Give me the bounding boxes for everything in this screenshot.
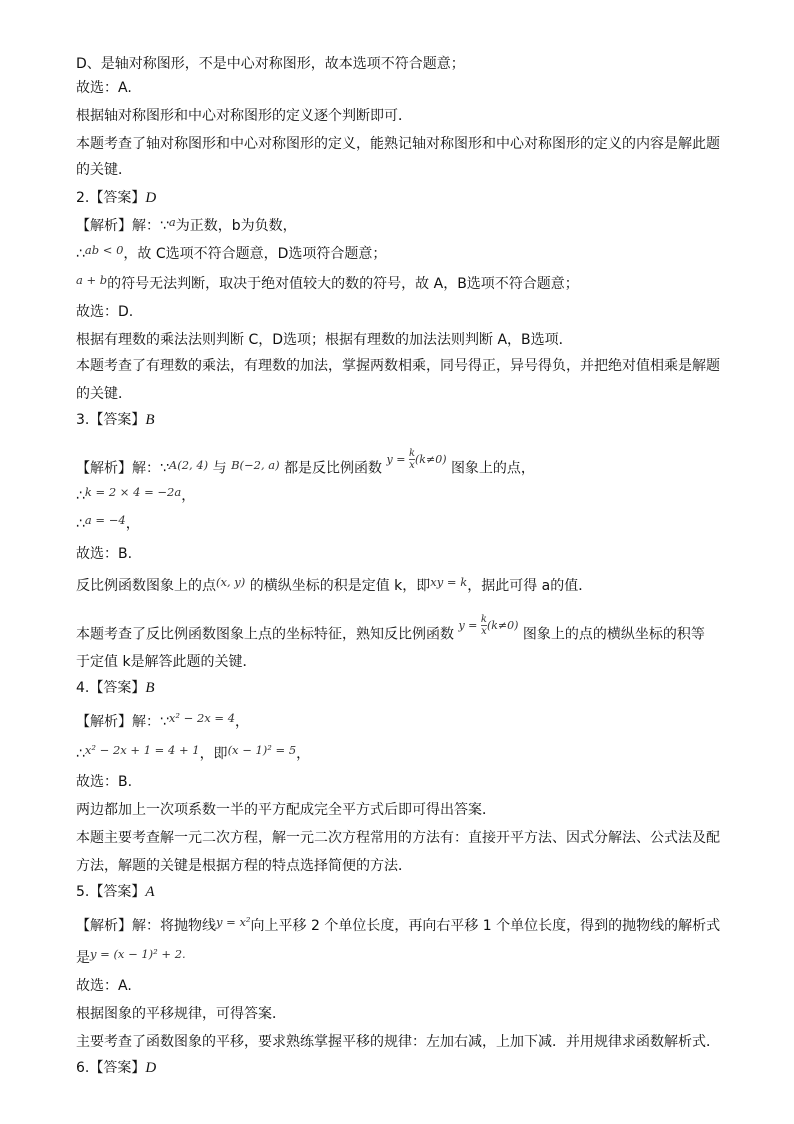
q4-summary-text-cont: 方法，解题的关键是根据方程的特点选择简便的方法． [76,858,412,874]
q3-summary-frac-numerator: k [480,614,487,625]
q4-explain-label: 【解析】 [76,714,132,730]
q5-answer-line [76,882,734,902]
q2-l1-pre: 解：∵ [132,218,169,234]
q3-summary-frac-denominator: x [481,626,487,637]
q3-l1-mid: 与 [212,460,227,477]
q4-method-text: 两边都加上一次项系数一半的平方配成完全平方式后即可得出答案． [76,802,496,818]
q5-explain-line-1 [76,916,734,936]
q2-explain-line-1 [76,216,734,236]
q5-explain-line-2 [76,948,734,968]
q4-l1-pre: 解：∵ [132,714,169,730]
q4-answer-num: 4. [76,680,90,696]
q3-answer-num: 3. [76,412,90,428]
q2-choice-text: 故选：D. [76,304,134,320]
q2-l3-math: a + b [76,273,108,287]
q4-l2-math: x² − 2x + 1 = 4 + 1 [84,743,200,757]
q3-point-a: A(2, 4) [168,457,209,472]
q2-summary-text: 本题考查了有理数的乘法，有理数的加法，掌握两数相乘，同号得正，异号得负，并把绝对值相乘是解题 [76,358,720,374]
q5-l1-pre: 解：将抛物线 [132,918,216,934]
q2-explain-label: 【解析】 [76,218,132,234]
q3-l1-mid2: 都是反比例函数 [284,460,383,477]
q5-answer-value: A [145,884,155,900]
q3-summary-formula [458,614,518,637]
q4-answer-line [76,678,734,698]
q3-answer-line [76,410,734,430]
q4-l1-post: ， [235,714,250,730]
q3-l3-math: a = −4 [84,513,126,527]
q3-l1-pre: 解：∵ [132,460,169,477]
q4-explain-line-2 [76,744,734,764]
q3-l3-pre: ∴ [76,516,85,532]
q4-answer-value: B [145,680,155,696]
q5-answer-label: 【答案】 [89,884,146,900]
q5-answer-num: 5. [76,884,90,900]
q3-l5-pre: 反比例函数图象上的点 [76,578,216,594]
q5-method-text: 根据图象的平移规律，可得答案． [76,1006,286,1022]
q3-frac-denominator: x [409,460,415,471]
q3-frac-numerator: k [408,448,416,459]
q2-explain-line-3 [76,274,734,294]
q3-answer-label: 【答案】 [89,412,146,428]
q3-point-b: B(−2, a) [231,457,280,472]
q2-summary-text-cont: 的关键． [76,386,132,402]
q4-l2-mid: ，即 [199,746,228,762]
q3-formula-cond: (k≠0) [415,452,447,466]
q2-l2-pre: ∴ [76,246,85,262]
q5-choice-text: 故选：A. [76,978,132,994]
q3-l2-math: k = 2 × 4 = −2a [84,485,182,499]
q2-l2-post: ，故 C选项不符合题意，D选项符合题意； [123,246,387,262]
q5-l2-math: y = (x − 1)² + 2. [90,947,186,961]
q2-method-text: 根据有理数的乘法法则判断 C，D选项；根据有理数的加法法则判断 A，B选项． [76,332,573,348]
q4-summary-text: 本题主要考查解一元二次方程，解一元二次方程常用的方法有：直接开平方法、因式分解法、公式法及配 [76,830,720,846]
q2-answer-num: 2. [76,190,90,206]
q1-option-d-text: D、是轴对称图形，不是中心对称图形，故本选项不符合题意； [76,56,465,72]
q3-l2-pre: ∴ [76,488,85,504]
q3-answer-value: B [145,412,155,428]
q2-answer-value: D [145,190,157,206]
q4-explain-line-1 [76,712,734,732]
q3-l2-post: ， [181,488,196,504]
q3-l6-post: 图象上的点的横纵坐标的积等 [522,626,705,643]
q2-l3-post: 的符号无法判断，取决于绝对值较大的数的符号，故 A，B选项不符合题意； [107,276,579,292]
q6-answer-value: D [145,1060,157,1076]
q3-function-formula [387,448,447,471]
q2-answer-label: 【答案】 [89,190,146,206]
q2-l1-math: a [168,215,176,229]
q5-explain-label: 【解析】 [76,918,132,934]
q4-answer-label: 【答案】 [89,680,146,696]
q3-summary-line [76,614,734,647]
q3-explain-line-2 [76,486,734,506]
q6-answer-line [76,1058,734,1078]
q1-summary-text: 本题考查了轴对称图形和中心对称图形的定义，能熟记轴对称图形和中心对称图形的定义的内容是解此题 [76,136,720,152]
q3-explain-line-3 [76,514,734,534]
q4-choice-text: 故选：B. [76,774,133,790]
q5-l1-math: y = x² [216,915,251,929]
q1-method-text: 根据轴对称图形和中心对称图形的定义逐个判断即可． [76,108,412,124]
q3-l5-math-1: (x, y) [216,575,246,589]
q2-l2-math: ab < 0 [84,243,124,257]
q5-l2-pre: 是 [76,950,90,966]
q3-l5-post: ，据此可得 a的值． [467,578,593,594]
q4-l1-math: x² − 2x = 4 [168,711,236,725]
q3-formula-lhs: y = [386,452,406,466]
q5-l1-post: 向上平移 2 个单位长度，再向右平移 1 个单位长度，得到的抛物线的解析式 [250,918,721,934]
q3-l5-mid: 的横纵坐标的积是定值 k，即 [249,578,431,594]
q2-explain-line-2 [76,244,734,264]
q3-l6-pre: 本题考查了反比例函数图象上点的坐标特征，熟知反比例函数 [76,626,454,643]
q3-l1-post: 图象上的点， [450,460,535,477]
q3-summary-text-cont: 于定值 k是解答此题的关键． [76,654,257,670]
q4-l2-math-2: (x − 1)² = 5 [227,743,297,757]
q3-l3-post: ， [125,516,140,532]
q3-summary-cond: (k≠0) [486,618,519,632]
q2-answer-line [76,188,734,208]
q4-l2-post: ， [296,746,311,762]
q1-choice-text: 故选：A. [76,80,132,96]
q6-answer-num: 6. [76,1060,90,1076]
q3-l5-math-2: xy = k [430,575,468,589]
q1-summary-text-cont: 的关键． [76,162,132,178]
q2-l1-post: 为正数，b为负数， [175,218,297,234]
q5-summary-text: 主要考查了函数图象的平移，要求熟练掌握平移的规律：左加右减，上加下减．并用规律求函数解析式． [76,1034,720,1050]
q3-summary-lhs: y = [458,618,478,632]
q3-choice-text: 故选：B. [76,546,133,562]
q3-explain-label: 【解析】 [76,460,132,477]
q4-l2-pre: ∴ [76,746,85,762]
q3-explain-line-1 [76,448,734,481]
q6-answer-label: 【答案】 [89,1060,146,1076]
q3-method-line [76,576,734,596]
